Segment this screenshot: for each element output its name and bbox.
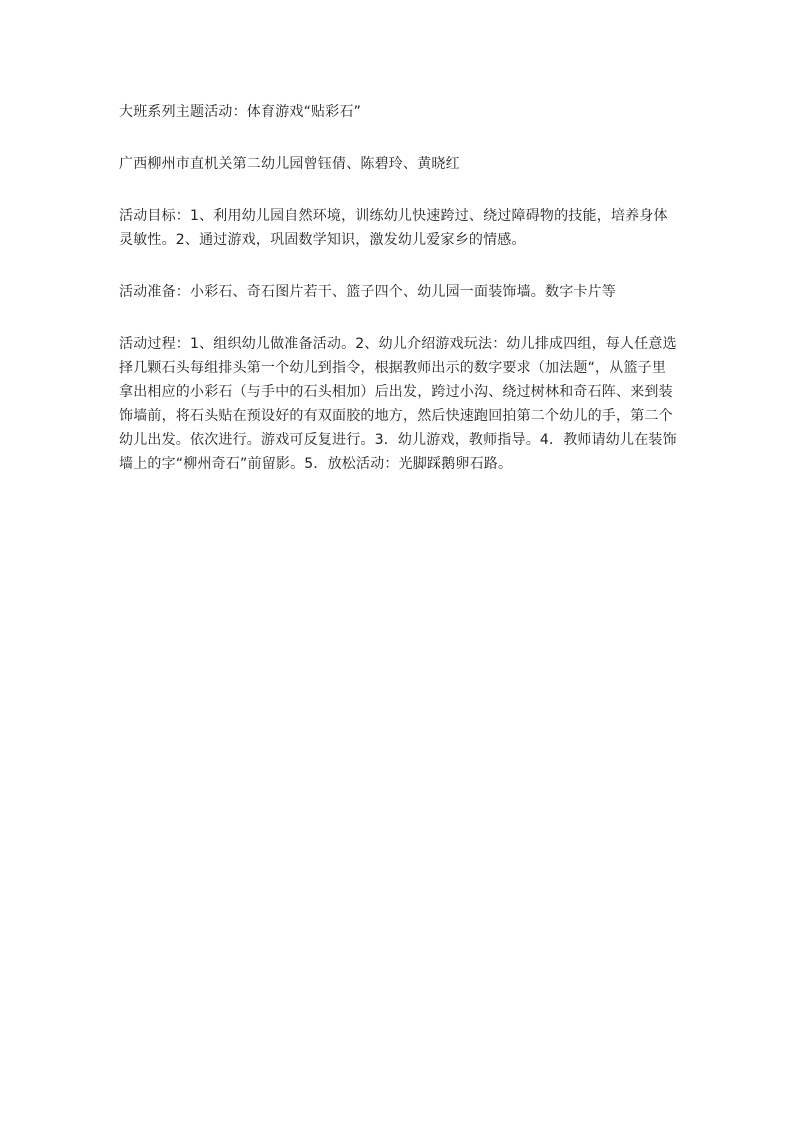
activity-preparation: 活动准备：小彩石、奇石图片若干、篮子四个、幼儿园一面装饰墙。数字卡片等: [119, 284, 616, 300]
activity-process: 活动过程：1、组织幼儿做准备活动。2、幼儿介绍游戏玩法：幼儿排成四组，每人任意选择几颗石头每组排头第一个幼儿到指令，根据教师出示的数字要求（加法题“，从篮子里拿出相应的小彩石（与手中的石头相加）后出发，跨过小沟、绕过树林和奇石阵、来到装饰墙前，将石头贴在预设好的有双面胶的地方，然后快速跑回拍第二个幼儿的手，第二个幼儿出发。依次进行。游戏可反复进行。3．幼儿游戏，教师指导。4．教师请幼儿在装饰墙上的字“柳州奇石”前留影。5．放松活动：光脚踩鹅卵石路。: [119, 336, 677, 472]
activity-goals: 活动目标：1、利用幼儿园自然环境，训练幼儿快速跨过、绕过障碍物的技能，培养身体灵敏性。2、通过游戏，巩固数学知识，激发幼儿爱家乡的情感。: [119, 208, 668, 248]
document-title: 大班系列主题活动：体育游戏“贴彩石”: [119, 104, 362, 120]
document-body: [119, 100, 679, 476]
document-authors: 广西柳州市直机关第二幼儿园曾钰倩、陈碧玲、黄晓红: [119, 156, 460, 172]
